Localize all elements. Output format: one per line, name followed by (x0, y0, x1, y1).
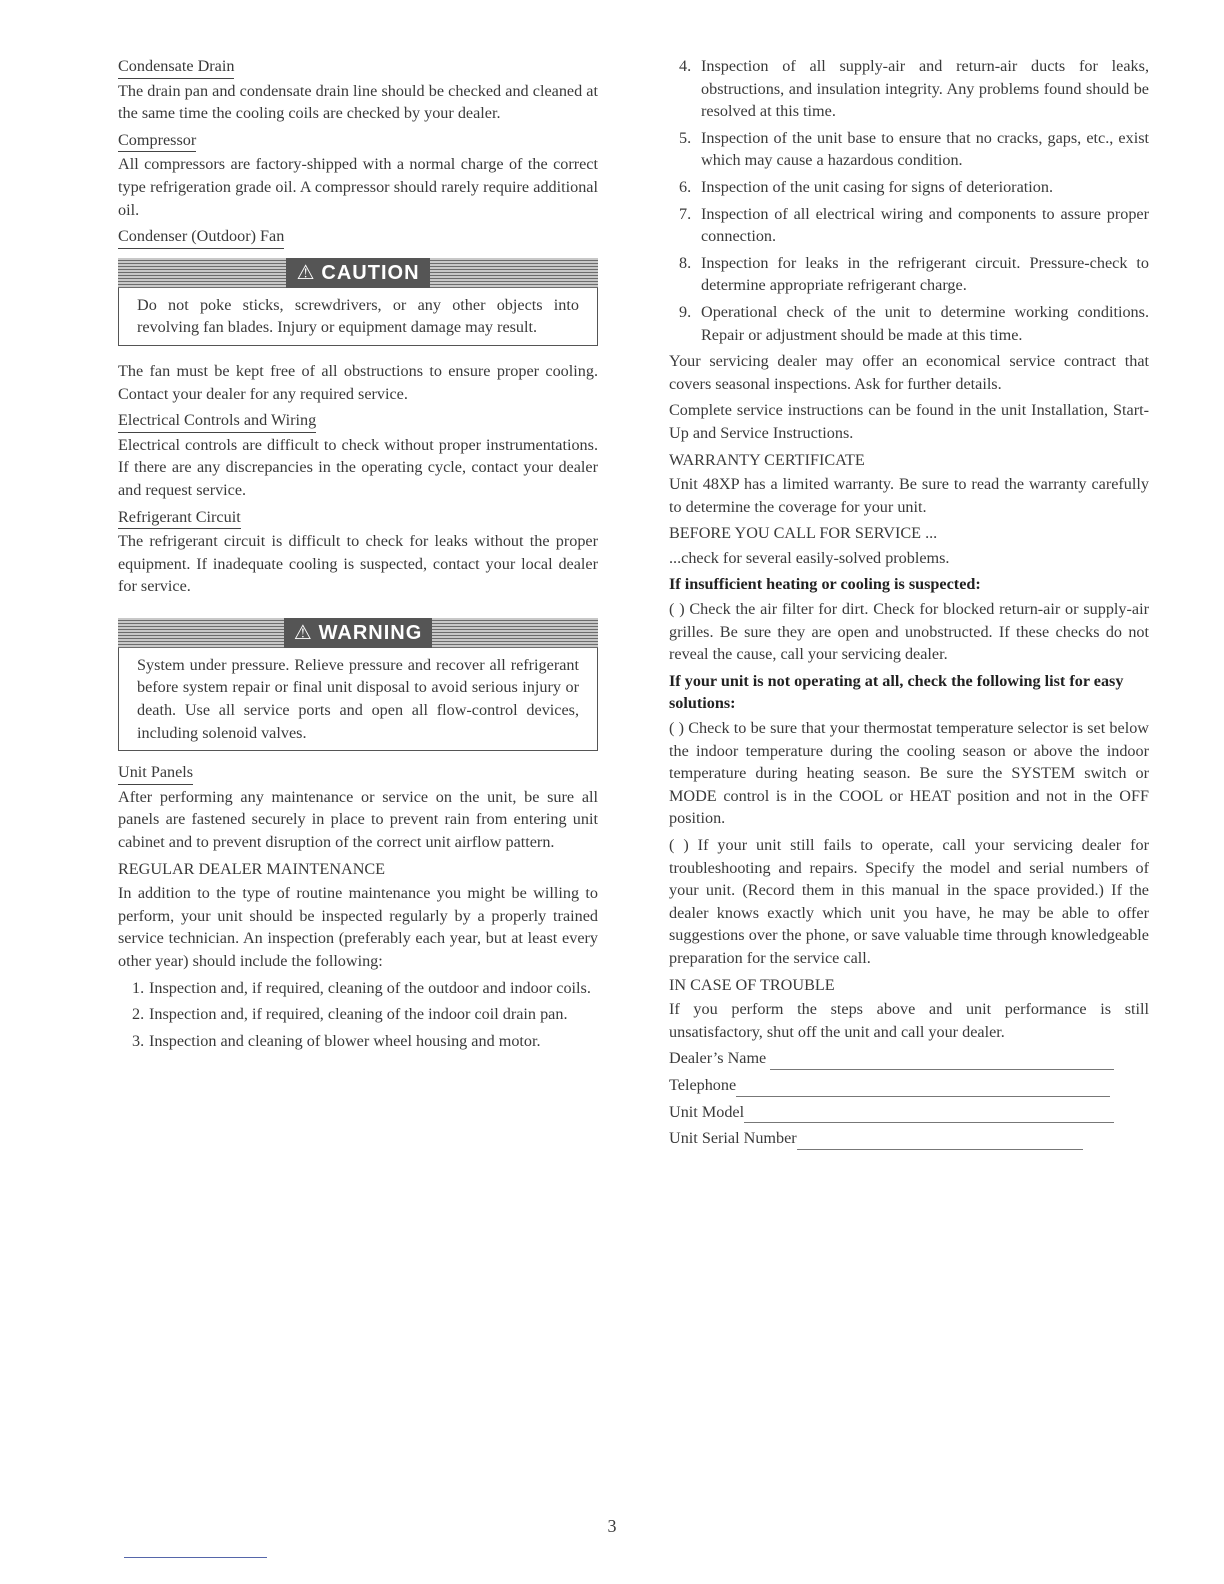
fan-text: The fan must be kept free of all obstructions to ensure proper cooling. Contact your dealer for any required service. (118, 361, 598, 403)
warning-label: WARNING (318, 621, 423, 644)
warning-banner (118, 618, 598, 648)
electrical-text: Electrical controls are difficult to check without proper instrumentations. If there are any discrepancies in the operating cycle, contact your dealer and request service. (118, 435, 598, 499)
condensate-drain-heading: Condensate Drain (118, 55, 234, 79)
regular-maintenance-text: In addition to the type of routine maintenance you might be willing to perform, your unit should be inspected regularly by a properly trained service technician. An inspection (preferably each year, but at least every other year) should include the following: (118, 884, 598, 970)
list-item: 2. Inspection and, if required, cleaning of the indoor coil drain pan. (132, 1005, 568, 1024)
refrigerant-text: The refrigerant circuit is difficult to check for leaks without the proper equipment. If inadequate cooling is suspected, contact your local dealer for service. (118, 532, 598, 596)
warning-triangle-icon: ⚠ (293, 621, 313, 644)
compressor-text: All compressors are factory-shipped with a normal charge of the correct type refrigeration grade oil. A compressor should rarely require additional oil. (118, 155, 598, 219)
list-item: 3. Inspection and cleaning of blower wheel housing and motor. (132, 1031, 541, 1050)
serial-number-line[interactable] (797, 1133, 1083, 1150)
unit-model-field: Unit Model (669, 1101, 1149, 1124)
service-instructions-text: Complete service instructions can be found in the unit Installation, Start-Up and Service Instructions. (669, 401, 1149, 442)
unit-panels-heading: Unit Panels (118, 761, 193, 785)
before-service-heading: BEFORE YOU CALL FOR SERVICE ... (669, 524, 938, 543)
service-contract-text: Your servicing dealer may offer an economical service contract that covers seasonal inspections. Ask for further details. (669, 352, 1149, 393)
insufficient-text: ( ) Check the air filter for dirt. Check for blocked return-air or supply-air grilles. Be sure they are open and unobstructed. If these checks do not reveal the cause, call your servicing dealer. (669, 600, 1149, 664)
trouble-heading: IN CASE OF TROUBLE (669, 975, 835, 994)
unit-panels-text: After performing any maintenance or service on the unit, be sure all panels are fastened securely in place to prevent rain from entering unit cabinet and to prevent disruption of the correct unit airflow pattern. (118, 787, 598, 852)
list-item: 1. Inspection and, if required, cleaning of the outdoor and indoor coils. (132, 978, 591, 997)
serial-number-field: Unit Serial Number (669, 1127, 1149, 1150)
regular-maintenance-heading: REGULAR DEALER MAINTENANCE (118, 859, 386, 878)
list-item: 5. Inspection of the unit base to ensure that no cracks, gaps, etc., exist which may cause a hazardous condition. (679, 128, 1149, 170)
list-item: 7. Inspection of all electrical wiring and components to assure proper connection. (679, 204, 1149, 246)
telephone-line[interactable] (736, 1080, 1110, 1097)
unit-model-line[interactable] (744, 1106, 1114, 1123)
trouble-text: If you perform the steps above and unit performance is still unsatisfactory, shut off the unit and call your dealer. (669, 1000, 1149, 1041)
refrigerant-heading: Refrigerant Circuit (118, 506, 241, 530)
compressor-heading: Compressor (118, 129, 196, 153)
right-column (669, 55, 1149, 1154)
page-number: 3 (607, 1516, 617, 1536)
telephone-field: Telephone (669, 1074, 1149, 1097)
insufficient-heading: If insufficient heating or cooling is suspected: (669, 575, 981, 594)
before-service-text: ...check for several easily-solved problems. (669, 548, 950, 567)
warranty-heading: WARRANTY CERTIFICATE (669, 450, 865, 469)
electrical-heading: Electrical Controls and Wiring (118, 409, 316, 433)
not-operating-text-2: ( ) If your unit still fails to operate, call your servicing dealer for troubleshooting and repairs. Specify the model and serial numbers of your unit. (Record them in this manual in the space provided.) If the dealer knows exactly which unit you have, he may be able to offer suggestions over the phone, or save valuable time through knowledgeable preparation for the service call. (669, 836, 1149, 967)
list-item: 8. Inspection for leaks in the refrigerant circuit. Pressure-check to determine appropriate refrigerant charge. (679, 253, 1149, 295)
warning-text: System under pressure. Relieve pressure and recover all refrigerant before system repair or final unit disposal to avoid serious injury or death. Use all service ports and open all flow-control devices, including solenoid valves. (137, 655, 579, 742)
caution-label: CAUTION (321, 261, 420, 284)
caution-banner (118, 258, 598, 288)
warning-box (118, 618, 598, 751)
list-item: 6. Inspection of the unit casing for signs of deterioration. (679, 177, 1053, 196)
dealer-name-field: Dealer’s Name (669, 1047, 1149, 1070)
inspection-list-left (118, 977, 598, 1053)
footer-rule (124, 1557, 267, 1558)
warning-triangle-icon: ⚠ (296, 261, 316, 284)
list-item: 9. Operational check of the unit to determine working conditions. Repair or adjustment should be made at this time. (679, 302, 1149, 344)
not-operating-heading: If your unit is not operating at all, check the following list for easy solutions: (669, 671, 1124, 713)
caution-text: Do not poke sticks, screwdrivers, or any other objects into revolving fan blades. Injury or equipment damage may result. (137, 295, 579, 337)
left-column (118, 55, 598, 1056)
dealer-name-line[interactable] (770, 1053, 1114, 1070)
condensate-drain-text: The drain pan and condensate drain line should be checked and cleaned at the same time the cooling coils are checked by your dealer. (118, 81, 598, 123)
list-item: 4. Inspection of all supply-air and return-air ducts for leaks, obstructions, and insulation integrity. Any problems found should be resolved at this time. (679, 57, 1149, 121)
caution-box (118, 258, 598, 346)
condenser-fan-heading: Condenser (Outdoor) Fan (118, 225, 284, 249)
warranty-text: Unit 48XP has a limited warranty. Be sure to read the warranty carefully to determine the coverage for your unit. (669, 475, 1149, 516)
not-operating-text-1: ( ) Check to be sure that your thermostat temperature selector is set below the indoor temperature during the cooling season or above the indoor temperature during heating season. Be sure the SYSTEM switch or MODE control is in the COOL or HEAT position and not in the OFF position. (669, 719, 1149, 828)
inspection-list-right (669, 55, 1149, 346)
